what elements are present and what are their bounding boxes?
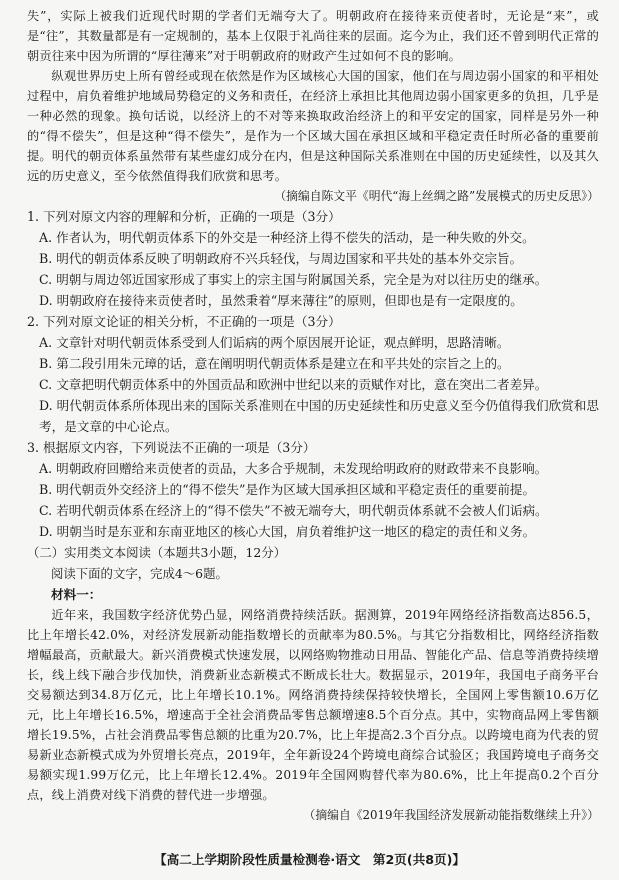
option-b: B. 明代朝贡外交经济上的“得不偿失”是作为区域大国承担区域和平稳定责任的重要前提。 <box>39 482 536 497</box>
question-1 <box>27 206 599 311</box>
question-stem: 2. 下列对原文论证的相关分析，不正确的一项是（3分） <box>27 314 341 329</box>
page-footer: 【高二上学期阶段性质量检测卷·语文 第2页(共8页)】 <box>154 852 465 867</box>
question-stem: 3. 根据原文内容，下列说法不正确的一项是（3分） <box>27 440 316 455</box>
reading-instruction: 阅读下面的文字，完成4～6题。 <box>51 566 228 581</box>
material-text: 近年来，我国数字经济优势凸显，网络消费持续活跃。据测算，2019年网络经济指数高达856.5，比上年增长42.0%，对经济发展新动能指数增长的贡献率为80.5%。与其它分指数相比，网络经济指数增幅最高，贡献最大。新兴消费模式快速发展，以网络购物推动日用品、智能化产品、信息等消费持续增长，线上线下融合步伐加快，消费新业态新模式不断成长壮大。数据显示，2019年，我国电子商务平台交易额达到34.8万亿元，比上年增长10.1%。网络消费持续保持较快增长，全国网上零售额10.6万亿元，比上年增长16.5%，增速高于全社会消费品零售总额增速8.5个百分点。其中，实物商品网上零售额增长19.5%，占社会消费品零售总额的比重为20.7%，比上年提高2.3个百分点。以跨境电商为代表的贸易新业态新模式成为外贸增长亮点，2019年，全年新设24个跨境电商综合试验区；我国跨境电子商务交易额实现1.99万亿元，比上年增长12.4%。2019年全国网购替代率为80.6%，比上年提高0.2个百分点，线上消费对线下消费的替代进一步增强。 <box>27 608 599 802</box>
option-b: B. 明代的朝贡体系反映了明朝政府不兴兵轻伐，与周边国家和平共处的基本外交宗旨。 <box>39 251 523 266</box>
passage-paragraph-last: 纵观世界历史上所有曾经或现在依然是作为区域核心大国的国家，他们在与周边弱小国家的和平相处过程中，肩负着维护地域局势稳定的义务和责任，在经济上承担比其他周边弱小国家更多的负担，几乎是一种必然的现象。换句话说，以经济上的不对等来换取政治经济上的和平安定的国家，同样是另外一种的“得不偿失”，但是这种“得不偿失”，是作为一个区域大国在承担区域和平稳定责任时所必备的重要前提。明代的朝贡体系虽然带有某些虚幻成分在内，但是这种国际关系准则在中国的历史延续性，以及其久远的历史意义，至今依然值得我们欣赏和思考。 <box>27 69 599 183</box>
passage-source: （摘编自陈文平《明代“海上丝绸之路”发展模式的历史反思》） <box>274 189 599 203</box>
option-a: A. 文章针对明代朝贡体系受到人们诟病的两个原因展开论证，观点鲜明，思路清晰。 <box>39 335 510 350</box>
question-3 <box>27 437 599 542</box>
option-a: A. 明朝政府回赠给来贡使者的贡品，大多合乎规制，未发现给明政府的财政带来不良影响。 <box>39 461 548 476</box>
question-stem: 1. 下列对原文内容的理解和分析，正确的一项是（3分） <box>27 209 341 224</box>
page-content <box>27 6 599 825</box>
option-a: A. 作者认为，明代朝贡体系下的外交是一种经济上得不偿失的活动，是一种失败的外交。 <box>39 230 535 245</box>
material-source: （摘编自《2019年我国经济发展新动能指数继续上升》） <box>303 808 599 822</box>
passage-paragraph-continued: 失”，实际上被我们近现代时期的学者们无端夸大了。明朝政府在接待来贡使者时，无论是“来”，或是“往”，其数量都是有一定规制的，基本上仅限于礼尚往来的层面。迄今为止，我们还不曾到明代正常的朝贡往来中因为所谓的“厚往薄来”对于明朝政府的财政产生过如何不良的影响。 <box>27 9 599 63</box>
option-d: D. 明朝政府在接待来贡使者时，虽然秉着“厚来薄往”的原则，但即也是有一定限度的。 <box>39 293 523 308</box>
question-2 <box>27 311 599 437</box>
section-heading: （二）实用类文本阅读（本题共3小题，12分） <box>27 545 287 560</box>
option-c: C. 若明代朝贡体系在经济上的“得不偿失”不被无端夸大，明代朝贡体系就不会被人们诟病。 <box>39 503 548 518</box>
material-label: 材料一： <box>51 587 102 602</box>
option-b: B. 第二段引用朱元璋的话，意在阐明明代朝贡体系是建立在和平共处的宗旨之上的。 <box>39 356 510 371</box>
option-d: D. 明代朝贡体系所体现出来的国际关系准则在中国的历史延续性和历史意义至今仍值得我们欣赏和思考，是文章的中心论点。 <box>39 398 599 434</box>
option-d: D. 明朝当时是东亚和东南亚地区的核心大国，肩负着维护这一地区的稳定的责任和义务。 <box>39 524 536 539</box>
option-c: C. 明朝与周边邻近国家形成了事实上的宗主国与附属国关系，完全是为对以往历史的继承。 <box>39 272 548 287</box>
option-c: C. 文章把明代朝贡体系中的外国贡品和欧洲中世纪以来的贡赋作对比，意在突出二者差异。 <box>39 377 548 392</box>
